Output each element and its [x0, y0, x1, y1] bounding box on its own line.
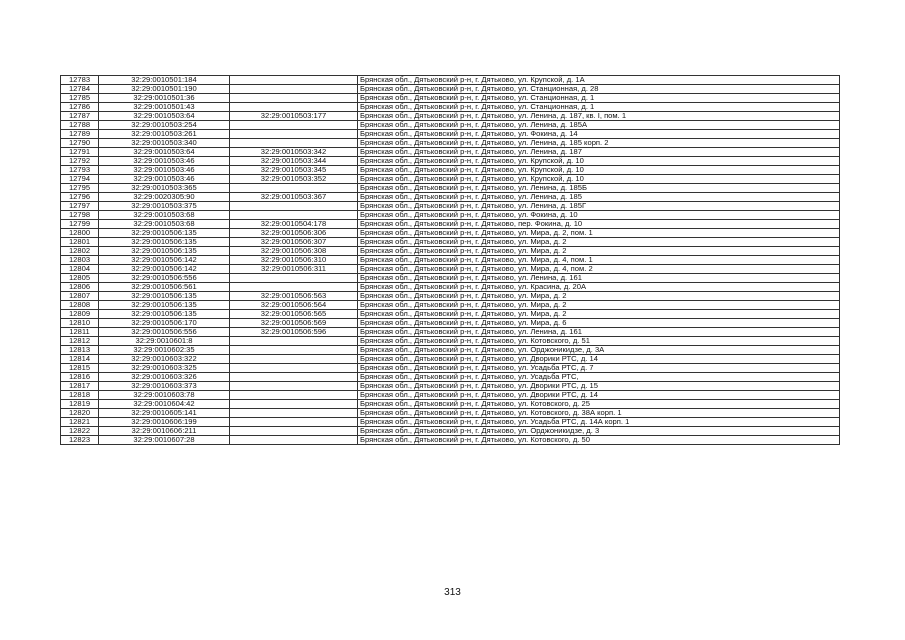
row-number-cell: 12805: [61, 274, 99, 283]
row-number-cell: 12811: [61, 328, 99, 337]
table-row: [61, 112, 840, 121]
cadastral-number-cell: 32:29:0010506:170: [99, 319, 230, 328]
cadastral-table: [60, 75, 840, 445]
row-number-cell: 12823: [61, 436, 99, 445]
cadastral-number-cell: 32:29:0010603:373: [99, 382, 230, 391]
row-number-cell: 12800: [61, 229, 99, 238]
row-number-cell: 12801: [61, 238, 99, 247]
parent-cadastral-number-cell: [230, 337, 358, 346]
address-cell: Брянская обл., Дятьковский р-н, г. Дятьково, ул. Станционная, д. 1: [358, 94, 840, 103]
address-cell: Брянская обл., Дятьковский р-н, г. Дятьково, ул. Фокина, д. 14: [358, 130, 840, 139]
cadastral-number-cell: 32:29:0010606:211: [99, 427, 230, 436]
row-number-cell: 12810: [61, 319, 99, 328]
parent-cadastral-number-cell: [230, 400, 358, 409]
table-row: [61, 157, 840, 166]
parent-cadastral-number-cell: [230, 364, 358, 373]
parent-cadastral-number-cell: 32:29:0010506:569: [230, 319, 358, 328]
table-row: [61, 211, 840, 220]
table-row: [61, 346, 840, 355]
cadastral-number-cell: 32:29:0020305:90: [99, 193, 230, 202]
cadastral-number-cell: 32:29:0010602:35: [99, 346, 230, 355]
parent-cadastral-number-cell: [230, 211, 358, 220]
table-row: [61, 364, 840, 373]
address-cell: Брянская обл., Дятьковский р-н, г. Дятьково, ул. Ленина, д. 185Б: [358, 184, 840, 193]
row-number-cell: 12814: [61, 355, 99, 364]
table-row: [61, 220, 840, 229]
address-cell: Брянская обл., Дятьковский р-н, г. Дятьково, ул. Мира, д. 2: [358, 301, 840, 310]
table-row: [61, 409, 840, 418]
cadastral-number-cell: 32:29:0010603:326: [99, 373, 230, 382]
address-cell: Брянская обл., Дятьковский р-н, г. Дятьково, ул. Мира, д. 4, пом. 2: [358, 265, 840, 274]
cadastral-number-cell: 32:29:0010501:43: [99, 103, 230, 112]
address-cell: Брянская обл., Дятьковский р-н, г. Дятьково, ул. Орджоникидзе, д. 3А: [358, 346, 840, 355]
cadastral-number-cell: 32:29:0010604:42: [99, 400, 230, 409]
table-row: [61, 310, 840, 319]
parent-cadastral-number-cell: 32:29:0010506:596: [230, 328, 358, 337]
cadastral-number-cell: 32:29:0010506:142: [99, 265, 230, 274]
row-number-cell: 12789: [61, 130, 99, 139]
cadastral-number-cell: 32:29:0010506:561: [99, 283, 230, 292]
cadastral-number-cell: 32:29:0010503:68: [99, 220, 230, 229]
row-number-cell: 12795: [61, 184, 99, 193]
row-number-cell: 12793: [61, 166, 99, 175]
parent-cadastral-number-cell: 32:29:0010506:306: [230, 229, 358, 238]
cadastral-number-cell: 32:29:0010503:375: [99, 202, 230, 211]
cadastral-number-cell: 32:29:0010606:199: [99, 418, 230, 427]
cadastral-number-cell: 32:29:0010603:325: [99, 364, 230, 373]
table-row: [61, 94, 840, 103]
table-row: [61, 292, 840, 301]
table-row: [61, 319, 840, 328]
address-cell: Брянская обл., Дятьковский р-н, г. Дятьково, ул. Крупской, д. 1А: [358, 76, 840, 85]
address-cell: Брянская обл., Дятьковский р-н, г. Дятьково, ул. Дворики РТС, д. 14: [358, 391, 840, 400]
address-cell: Брянская обл., Дятьковский р-н, г. Дятьково, ул. Котовского, д. 51: [358, 337, 840, 346]
address-cell: Брянская обл., Дятьковский р-н, г. Дятьково, ул. Мира, д. 2: [358, 292, 840, 301]
cadastral-number-cell: 32:29:0010503:64: [99, 148, 230, 157]
cadastral-number-cell: 32:29:0010506:135: [99, 238, 230, 247]
cadastral-number-cell: 32:29:0010503:46: [99, 175, 230, 184]
cadastral-number-cell: 32:29:0010501:184: [99, 76, 230, 85]
parent-cadastral-number-cell: 32:29:0010503:342: [230, 148, 358, 157]
address-cell: Брянская обл., Дятьковский р-н, г. Дятьково, ул. Ленина, д. 161: [358, 328, 840, 337]
address-cell: Брянская обл., Дятьковский р-н, г. Дятьково, ул. Ленина, д. 185 корп. 2: [358, 139, 840, 148]
parent-cadastral-number-cell: 32:29:0010503:352: [230, 175, 358, 184]
table-row: [61, 436, 840, 445]
address-cell: Брянская обл., Дятьковский р-н, г. Дятьково, ул. Орджоникидзе, д. 3: [358, 427, 840, 436]
parent-cadastral-number-cell: [230, 346, 358, 355]
table-row: [61, 355, 840, 364]
row-number-cell: 12796: [61, 193, 99, 202]
row-number-cell: 12803: [61, 256, 99, 265]
cadastral-number-cell: 32:29:0010506:135: [99, 292, 230, 301]
cadastral-number-cell: 32:29:0010601:8: [99, 337, 230, 346]
address-cell: Брянская обл., Дятьковский р-н, г. Дятьково, ул. Усадьба РТС,: [358, 373, 840, 382]
page-number: 313: [444, 587, 461, 598]
address-cell: Брянская обл., Дятьковский р-н, г. Дятьково, ул. Котовского, д. 38А корп. 1: [358, 409, 840, 418]
cadastral-number-cell: 32:29:0010503:46: [99, 166, 230, 175]
cadastral-number-cell: 32:29:0010506:556: [99, 274, 230, 283]
table-row: [61, 85, 840, 94]
parent-cadastral-number-cell: [230, 382, 358, 391]
row-number-cell: 12822: [61, 427, 99, 436]
row-number-cell: 12804: [61, 265, 99, 274]
parent-cadastral-number-cell: [230, 391, 358, 400]
table-row: [61, 391, 840, 400]
row-number-cell: 12794: [61, 175, 99, 184]
table-row: [61, 265, 840, 274]
row-number-cell: 12806: [61, 283, 99, 292]
table-row: [61, 139, 840, 148]
address-cell: Брянская обл., Дятьковский р-н, г. Дятьково, ул. Станционная, д. 28: [358, 85, 840, 94]
address-cell: Брянская обл., Дятьковский р-н, г. Дятьково, ул. Котовского, д. 50: [358, 436, 840, 445]
parent-cadastral-number-cell: [230, 103, 358, 112]
cadastral-number-cell: 32:29:0010506:556: [99, 328, 230, 337]
parent-cadastral-number-cell: 32:29:0010506:311: [230, 265, 358, 274]
row-number-cell: 12812: [61, 337, 99, 346]
cadastral-number-cell: 32:29:0010506:135: [99, 301, 230, 310]
cadastral-number-cell: 32:29:0010503:340: [99, 139, 230, 148]
cadastral-number-cell: 32:29:0010503:261: [99, 130, 230, 139]
address-cell: Брянская обл., Дятьковский р-н, г. Дятьково, ул. Ленина, д. 187, кв. I, пом. 1: [358, 112, 840, 121]
parent-cadastral-number-cell: 32:29:0010503:367: [230, 193, 358, 202]
cadastral-number-cell: 32:29:0010503:64: [99, 112, 230, 121]
parent-cadastral-number-cell: [230, 85, 358, 94]
table-row: [61, 184, 840, 193]
address-cell: Брянская обл., Дятьковский р-н, г. Дятьково, ул. Ленина, д. 185: [358, 193, 840, 202]
address-cell: Брянская обл., Дятьковский р-н, г. Дятьково, ул. Ленина, д. 185Г: [358, 202, 840, 211]
cadastral-number-cell: 32:29:0010503:365: [99, 184, 230, 193]
address-cell: Брянская обл., Дятьковский р-н, г. Дятьково, ул. Станционная, д. 1: [358, 103, 840, 112]
row-number-cell: 12783: [61, 76, 99, 85]
parent-cadastral-number-cell: 32:29:0010506:564: [230, 301, 358, 310]
parent-cadastral-number-cell: [230, 283, 358, 292]
cadastral-number-cell: 32:29:0010605:141: [99, 409, 230, 418]
row-number-cell: 12808: [61, 301, 99, 310]
table-row: [61, 427, 840, 436]
address-cell: Брянская обл., Дятьковский р-н, г. Дятьково, ул. Дворики РТС, д. 14: [358, 355, 840, 364]
cadastral-number-cell: 32:29:0010506:135: [99, 247, 230, 256]
address-cell: Брянская обл., Дятьковский р-н, г. Дятьково, ул. Красина, д. 20А: [358, 283, 840, 292]
table-row: [61, 76, 840, 85]
table-row: [61, 382, 840, 391]
row-number-cell: 12792: [61, 157, 99, 166]
parent-cadastral-number-cell: [230, 355, 358, 364]
table-body: [61, 76, 840, 445]
parent-cadastral-number-cell: 32:29:0010504:178: [230, 220, 358, 229]
address-cell: Брянская обл., Дятьковский р-н, г. Дятьково, ул. Мира, д. 2: [358, 238, 840, 247]
address-cell: Брянская обл., Дятьковский р-н, г. Дятьково, ул. Ленина, д. 187: [358, 148, 840, 157]
address-cell: Брянская обл., Дятьковский р-н, г. Дятьково, ул. Крупской, д. 10: [358, 175, 840, 184]
cadastral-number-cell: 32:29:0010503:46: [99, 157, 230, 166]
row-number-cell: 12788: [61, 121, 99, 130]
cadastral-number-cell: 32:29:0010603:78: [99, 391, 230, 400]
row-number-cell: 12815: [61, 364, 99, 373]
table-row: [61, 256, 840, 265]
table-row: [61, 238, 840, 247]
row-number-cell: 12819: [61, 400, 99, 409]
parent-cadastral-number-cell: [230, 94, 358, 103]
table-row: [61, 193, 840, 202]
parent-cadastral-number-cell: [230, 373, 358, 382]
table-row: [61, 229, 840, 238]
address-cell: Брянская обл., Дятьковский р-н, г. Дятьково, ул. Усадьба РТС, д. 7: [358, 364, 840, 373]
table-row: [61, 418, 840, 427]
address-cell: Брянская обл., Дятьковский р-н, г. Дятьково, ул. Усадьба РТС, д. 14А корп. 1: [358, 418, 840, 427]
parent-cadastral-number-cell: 32:29:0010506:565: [230, 310, 358, 319]
table-row: [61, 337, 840, 346]
cadastral-number-cell: 32:29:0010501:36: [99, 94, 230, 103]
address-cell: Брянская обл., Дятьковский р-н, г. Дятьково, ул. Дворики РТС, д. 15: [358, 382, 840, 391]
row-number-cell: 12784: [61, 85, 99, 94]
row-number-cell: 12799: [61, 220, 99, 229]
table-row: [61, 247, 840, 256]
cadastral-number-cell: 32:29:0010501:190: [99, 85, 230, 94]
row-number-cell: 12787: [61, 112, 99, 121]
table-row: [61, 166, 840, 175]
parent-cadastral-number-cell: [230, 436, 358, 445]
parent-cadastral-number-cell: 32:29:0010503:345: [230, 166, 358, 175]
cadastral-number-cell: 32:29:0010506:135: [99, 229, 230, 238]
table-row: [61, 175, 840, 184]
parent-cadastral-number-cell: [230, 202, 358, 211]
table-row: [61, 103, 840, 112]
parent-cadastral-number-cell: 32:29:0010506:308: [230, 247, 358, 256]
table-row: [61, 130, 840, 139]
parent-cadastral-number-cell: [230, 418, 358, 427]
row-number-cell: 12791: [61, 148, 99, 157]
row-number-cell: 12816: [61, 373, 99, 382]
cadastral-number-cell: 32:29:0010506:135: [99, 310, 230, 319]
parent-cadastral-number-cell: 32:29:0010506:563: [230, 292, 358, 301]
table-row: [61, 301, 840, 310]
address-cell: Брянская обл., Дятьковский р-н, г. Дятьково, ул. Котовского, д. 25: [358, 400, 840, 409]
address-cell: Брянская обл., Дятьковский р-н, г. Дятьково, пер. Фокина, д. 10: [358, 220, 840, 229]
address-cell: Брянская обл., Дятьковский р-н, г. Дятьково, ул. Крупской, д. 10: [358, 166, 840, 175]
row-number-cell: 12802: [61, 247, 99, 256]
table-row: [61, 328, 840, 337]
row-number-cell: 12785: [61, 94, 99, 103]
row-number-cell: 12809: [61, 310, 99, 319]
cadastral-number-cell: 32:29:0010506:142: [99, 256, 230, 265]
address-cell: Брянская обл., Дятьковский р-н, г. Дятьково, ул. Мира, д. 2, пом. 1: [358, 229, 840, 238]
table-row: [61, 202, 840, 211]
cadastral-number-cell: 32:29:0010607:28: [99, 436, 230, 445]
address-cell: Брянская обл., Дятьковский р-н, г. Дятьково, ул. Крупской, д. 10: [358, 157, 840, 166]
cadastral-number-cell: 32:29:0010503:254: [99, 121, 230, 130]
row-number-cell: 12818: [61, 391, 99, 400]
table-row: [61, 373, 840, 382]
parent-cadastral-number-cell: 32:29:0010503:344: [230, 157, 358, 166]
row-number-cell: 12797: [61, 202, 99, 211]
parent-cadastral-number-cell: [230, 427, 358, 436]
table-row: [61, 121, 840, 130]
parent-cadastral-number-cell: [230, 130, 358, 139]
address-cell: Брянская обл., Дятьковский р-н, г. Дятьково, ул. Ленина, д. 161: [358, 274, 840, 283]
row-number-cell: 12798: [61, 211, 99, 220]
cadastral-number-cell: 32:29:0010503:68: [99, 211, 230, 220]
row-number-cell: 12813: [61, 346, 99, 355]
row-number-cell: 12817: [61, 382, 99, 391]
address-cell: Брянская обл., Дятьковский р-н, г. Дятьково, ул. Фокина, д. 10: [358, 211, 840, 220]
parent-cadastral-number-cell: 32:29:0010503:177: [230, 112, 358, 121]
parent-cadastral-number-cell: [230, 184, 358, 193]
cadastral-number-cell: 32:29:0010603:322: [99, 355, 230, 364]
row-number-cell: 12790: [61, 139, 99, 148]
parent-cadastral-number-cell: [230, 76, 358, 85]
row-number-cell: 12820: [61, 409, 99, 418]
table-row: [61, 274, 840, 283]
address-cell: Брянская обл., Дятьковский р-н, г. Дятьково, ул. Мира, д. 2: [358, 310, 840, 319]
row-number-cell: 12807: [61, 292, 99, 301]
parent-cadastral-number-cell: [230, 409, 358, 418]
address-cell: Брянская обл., Дятьковский р-н, г. Дятьково, ул. Мира, д. 6: [358, 319, 840, 328]
parent-cadastral-number-cell: [230, 139, 358, 148]
parent-cadastral-number-cell: 32:29:0010506:310: [230, 256, 358, 265]
parent-cadastral-number-cell: 32:29:0010506:307: [230, 238, 358, 247]
row-number-cell: 12821: [61, 418, 99, 427]
address-cell: Брянская обл., Дятьковский р-н, г. Дятьково, ул. Мира, д. 4, пом. 1: [358, 256, 840, 265]
address-cell: Брянская обл., Дятьковский р-н, г. Дятьково, ул. Ленина, д. 185А: [358, 121, 840, 130]
table-row: [61, 283, 840, 292]
parent-cadastral-number-cell: [230, 121, 358, 130]
row-number-cell: 12786: [61, 103, 99, 112]
address-cell: Брянская обл., Дятьковский р-н, г. Дятьково, ул. Мира, д. 2: [358, 247, 840, 256]
parent-cadastral-number-cell: [230, 274, 358, 283]
table-row: [61, 148, 840, 157]
table-row: [61, 400, 840, 409]
